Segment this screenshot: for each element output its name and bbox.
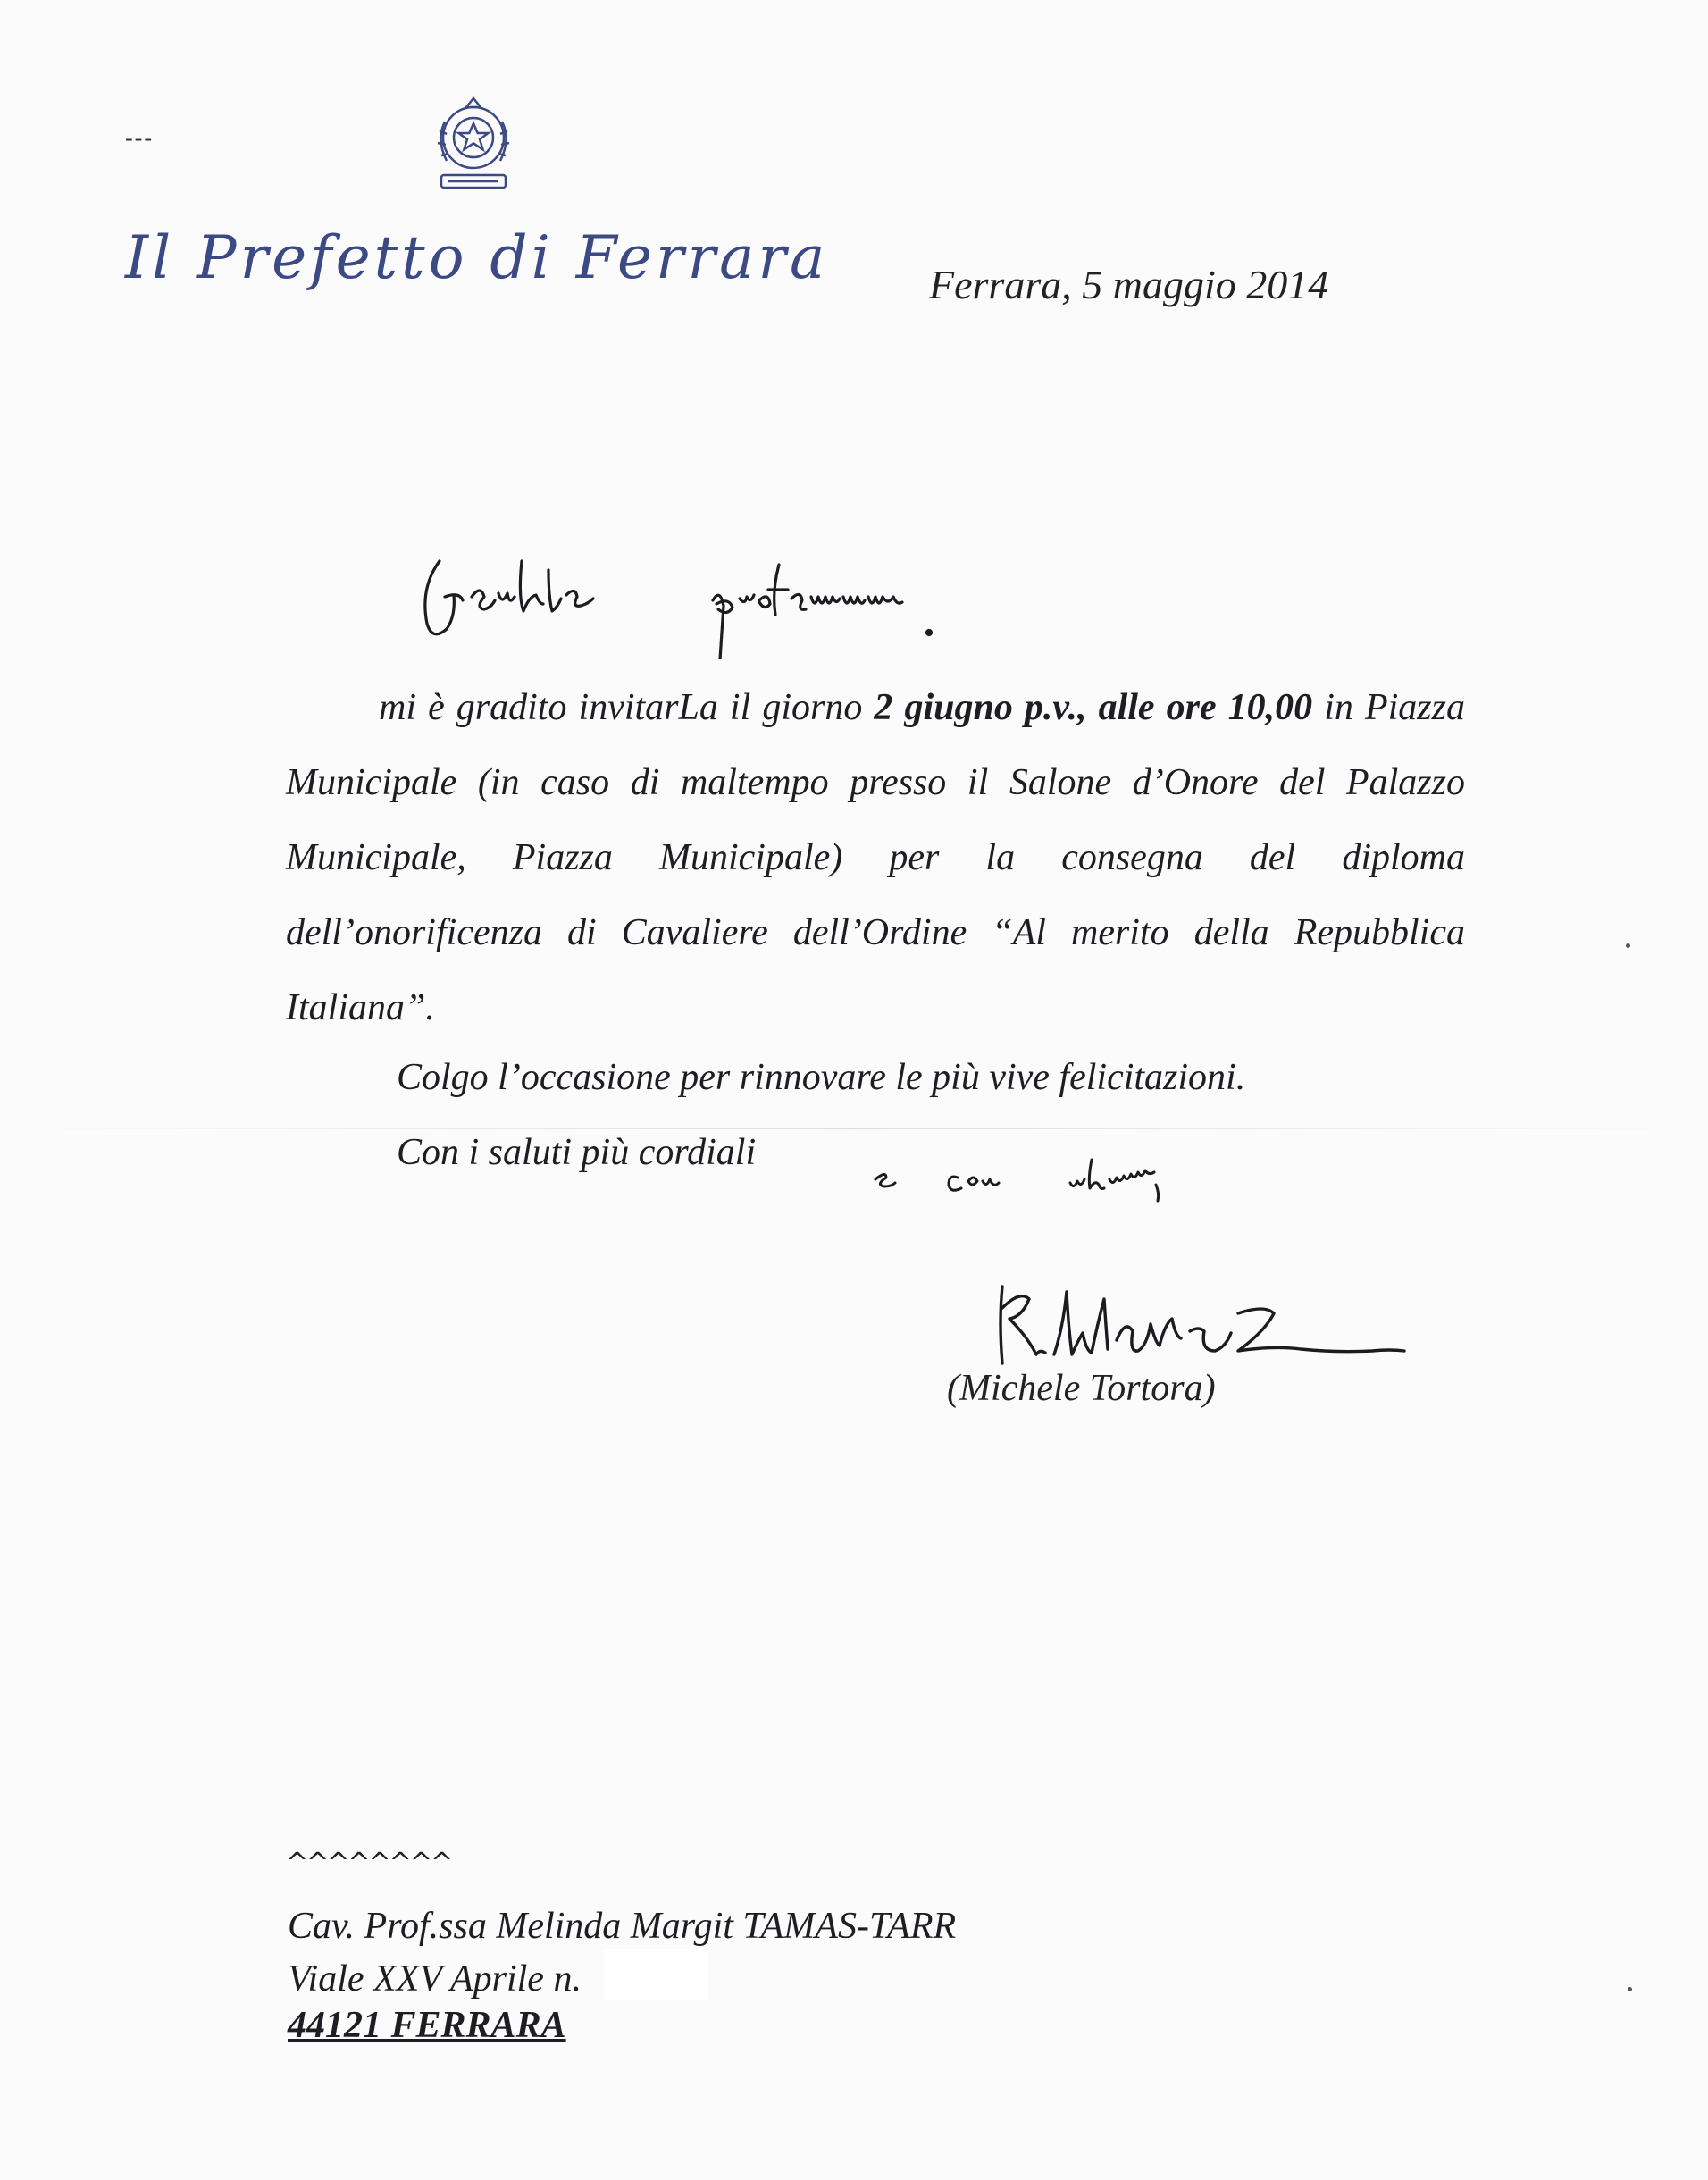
place-date: Ferrara, 5 maggio 2014 (929, 262, 1329, 307)
recipient-street: Viale XXV Aprile n. (288, 1958, 582, 2000)
italian-republic-emblem-icon (418, 89, 529, 205)
letter-body (286, 670, 1465, 1045)
redacted-house-number (603, 1949, 708, 2000)
signer-name: (Michele Tortora) (947, 1368, 1216, 1409)
paper-speck (1628, 1987, 1632, 1991)
recipient-name: Cav. Prof.ssa Melinda Margit TAMAS-TARR (288, 1906, 957, 1947)
separator-marks: ^^^^^^^^ (286, 1848, 452, 1879)
handwritten-signature (983, 1269, 1483, 1376)
invitation-text-start: mi è gradito invitarLa il giorno (379, 687, 875, 728)
paper-speck (1626, 943, 1630, 948)
letterhead-title: Il Prefetto di Ferrara (125, 223, 829, 292)
recipient-city: 44121 FERRARA (288, 2005, 566, 2046)
handwritten-salutation (409, 543, 1070, 659)
recipient-street-line (288, 1949, 956, 2002)
invitation-text-end: in Piazza Municipale (in caso di maltempo presso il Salone d’Onore del Palazzo Municipale, Piazza Municipale) per la consegna del diploma dell’onorificenza di Cavaliere dell’Ordine “Al merito della Repubblica Italiana”. (286, 687, 1466, 1028)
invitation-date-time: 2 giugno p.v., alle ore 10,00 (874, 687, 1313, 728)
invitation-paragraph (286, 670, 1465, 1045)
recipient-address (288, 1903, 956, 2049)
top-corner-marks: --- (125, 125, 154, 151)
paper-fold-line (0, 1128, 1708, 1129)
felicitations-paragraph: Colgo l’occasione per rinnovare le più vive felicitazioni. (397, 1057, 1246, 1098)
greetings-paragraph: Con i saluti più cordiali (397, 1132, 757, 1173)
handwritten-closing (858, 1144, 1242, 1215)
